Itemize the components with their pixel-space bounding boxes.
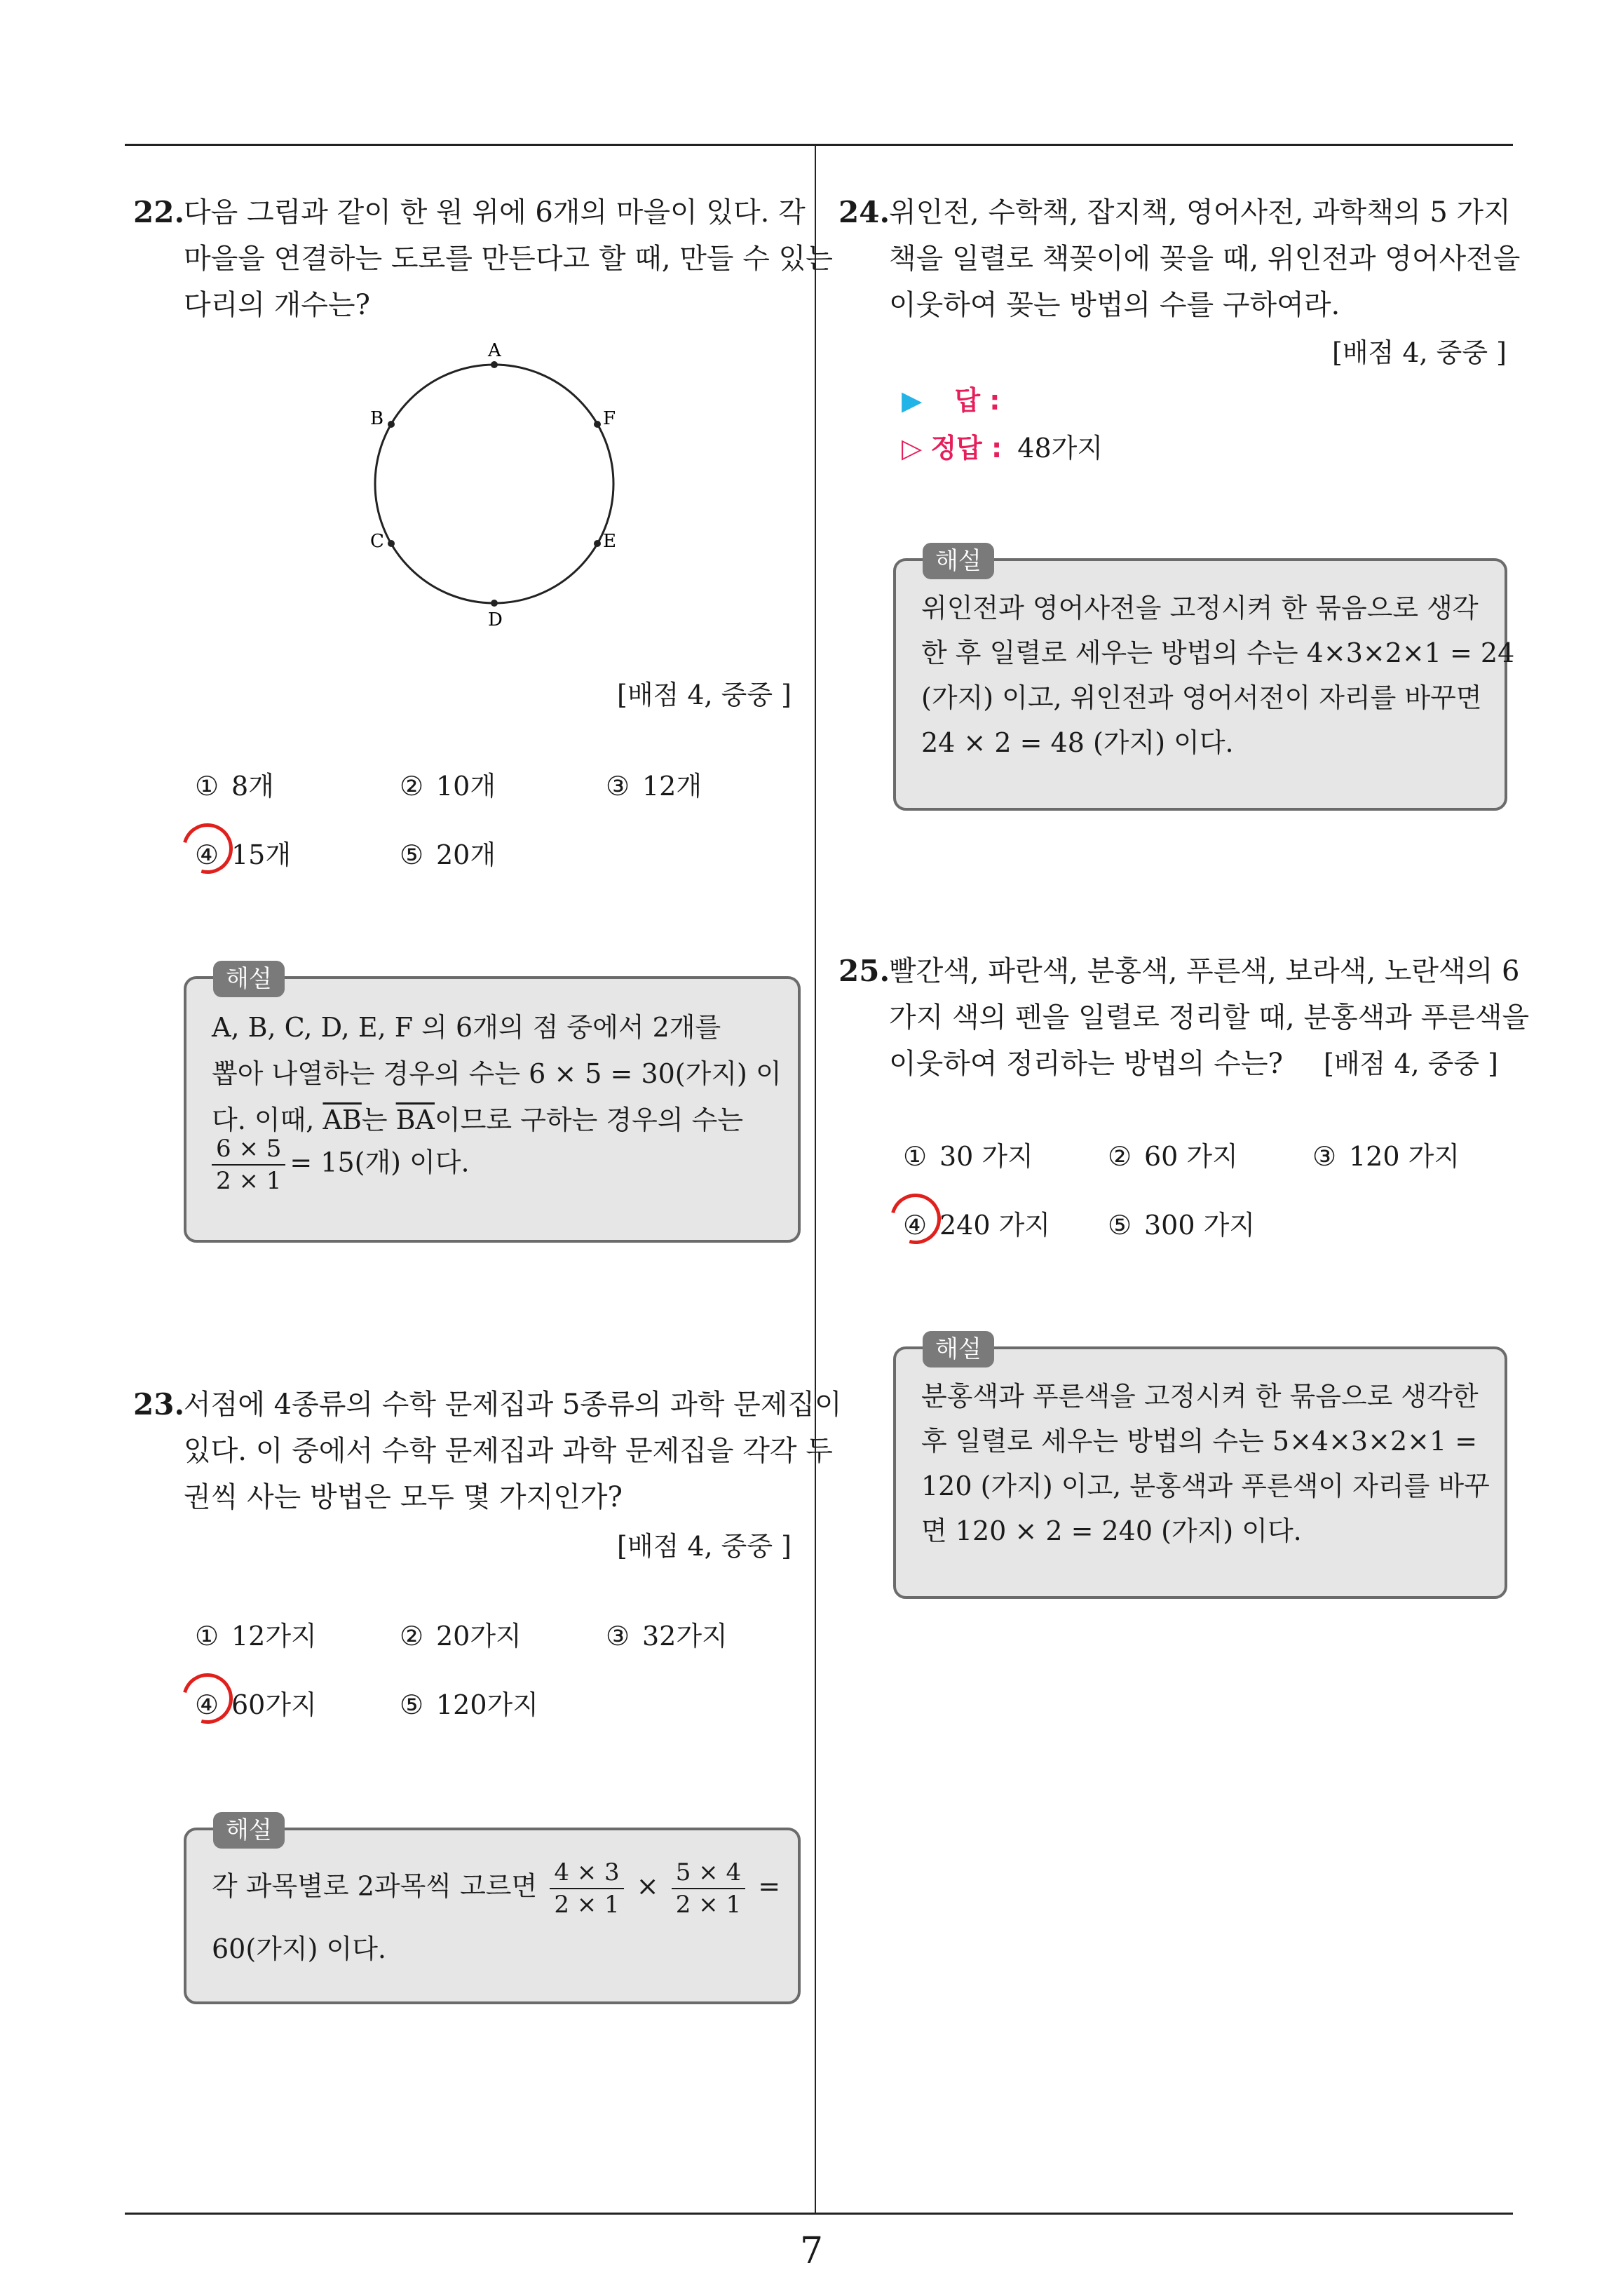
fraction-numerator: 4 × 3 [550, 1857, 623, 1889]
choice-1[interactable] [195, 764, 274, 803]
choice-5[interactable] [400, 833, 496, 872]
explanation-line [212, 1857, 780, 1920]
explanation-text: 각 과목별로 2과목씩 고르면 [212, 1870, 538, 1902]
choice-mark: ① [195, 771, 219, 802]
village-circle [375, 365, 613, 603]
correct-value: 48가지 [1017, 433, 1103, 464]
choice-text: 12가지 [231, 1621, 317, 1652]
choice-text: 60가지 [231, 1689, 317, 1720]
play-icon: ▶ [902, 385, 923, 416]
choice-3[interactable] [606, 1614, 728, 1653]
explanation-line: (가지) 이고, 위인전과 영어서전이 자리를 바꾸면 [921, 682, 1482, 713]
choice-4[interactable] [195, 833, 291, 872]
question-text-line: 서점에 4종류의 수학 문제집과 5종류의 과학 문제집이 [184, 1389, 842, 1421]
explanation-line [208, 1133, 470, 1196]
choice-5[interactable] [400, 1683, 538, 1722]
choice-mark: ④ [195, 839, 219, 870]
choice-mark: ⑤ [1108, 1210, 1132, 1241]
explanation-box [184, 1816, 801, 2004]
choice-mark: ③ [1312, 1141, 1337, 1172]
question-text-line: 가지 색의 펜을 일렬로 정리할 때, 분홍색과 푸른색을 [889, 1001, 1530, 1034]
label-a: A [488, 340, 501, 361]
label-c: C [370, 531, 384, 552]
choice-2[interactable] [400, 1614, 522, 1653]
explanation-box [184, 965, 801, 1243]
question-text-line: 다리의 개수는? [184, 289, 370, 321]
explanation-line: 60(가지) 이다. [212, 1933, 386, 1964]
explanation-text: 는 [361, 1105, 396, 1135]
choice-text: 20개 [436, 839, 496, 870]
question-text-line: 빨간색, 파란색, 분홍색, 푸른색, 보라색, 노란색의 6 [889, 955, 1520, 987]
choice-3[interactable] [1312, 1135, 1460, 1173]
choice-mark: ② [400, 771, 424, 802]
segment-ab: $\overline{AB}$ [322, 1105, 362, 1135]
choice-3[interactable] [606, 764, 702, 803]
label-b: B [370, 408, 384, 429]
question-number: 25. [838, 954, 890, 988]
question-text-line: 다음 그림과 같이 한 원 위에 6개의 마을이 있다. 각 [184, 196, 806, 229]
circle-diagram [365, 337, 631, 631]
fraction [212, 1133, 285, 1196]
point-e [594, 540, 601, 547]
answer-prompt [902, 379, 1000, 417]
explanation-line: 뽑아 나열하는 경우의 수는 6 × 5 = 30(가지) 이 [212, 1058, 782, 1089]
explanation-line [212, 1098, 743, 1137]
choice-text: 30 가지 [939, 1141, 1033, 1172]
explanation-label: 해설 [213, 1812, 285, 1849]
fraction-denominator: 2 × 1 [554, 1891, 620, 1919]
explanation-line: 면 120 × 2 = 240 (가지) 이다. [921, 1515, 1302, 1546]
fraction [672, 1857, 745, 1920]
choice-text: 15개 [231, 839, 292, 870]
choice-5[interactable] [1108, 1203, 1255, 1242]
score-label: [배점 4, 중중 ] [617, 1531, 792, 1562]
label-f: F [603, 408, 616, 429]
question-text-line: 이웃하여 꽂는 방법의 수를 구하여라. [889, 289, 1340, 321]
question-number: 23. [133, 1387, 185, 1422]
top-rule [125, 144, 1513, 146]
fraction-denominator: 2 × 1 [216, 1167, 282, 1195]
explanation-line: 분홍색과 푸른색을 고정시켜 한 묶음으로 생각한 [921, 1381, 1479, 1412]
question-text-line: 이웃하여 정리하는 방법의 수는? [889, 1048, 1283, 1080]
column-divider [815, 144, 816, 2214]
operator: = [758, 1870, 781, 1902]
correct-answer [902, 426, 1103, 465]
question-text-line: 있다. 이 중에서 수학 문제집과 과학 문제집을 각각 두 [184, 1435, 833, 1467]
fraction [550, 1857, 623, 1920]
choice-1[interactable] [903, 1135, 1033, 1173]
explanation-box [893, 1335, 1507, 1599]
choice-mark: ④ [903, 1210, 928, 1241]
choice-text: 10개 [436, 771, 496, 802]
score-label: [배점 4, 중중 ] [1332, 337, 1507, 368]
question-number: 22. [133, 195, 185, 229]
explanation-label: 해설 [213, 961, 285, 997]
choice-mark: ③ [606, 771, 630, 802]
correct-label: 정답 : [930, 433, 1003, 464]
choice-2[interactable] [400, 764, 496, 803]
choice-mark: ③ [606, 1621, 630, 1652]
choice-text: 32가지 [642, 1621, 728, 1652]
question-text-line: 위인전, 수학책, 잡지책, 영어사전, 과학책의 5 가지 [889, 196, 1511, 229]
fraction-denominator: 2 × 1 [675, 1891, 742, 1919]
choice-4[interactable] [903, 1203, 1050, 1242]
choice-mark: ④ [195, 1689, 219, 1720]
segment-ba: $\overline{BA}$ [395, 1105, 435, 1135]
point-b [388, 421, 395, 428]
fraction-numerator: 6 × 5 [212, 1133, 285, 1166]
choice-text: 60 가지 [1144, 1141, 1238, 1172]
choice-mark: ② [400, 1621, 424, 1652]
explanation-line: 24 × 2 = 48 (가지) 이다. [921, 727, 1234, 758]
explanation-line: 120 (가지) 이고, 분홍색과 푸른색이 자리를 바꾸 [921, 1471, 1490, 1501]
explanation-text: 이므로 구하는 경우의 수는 [435, 1105, 744, 1135]
point-a [491, 361, 498, 368]
question-text-line: 책을 일렬로 책꽂이에 꽂을 때, 위인전과 영어사전을 [889, 243, 1521, 275]
explanation-label: 해설 [923, 1331, 994, 1368]
choice-mark: ⑤ [400, 839, 424, 870]
score-label: [배점 4, 중중 ] [1324, 1048, 1498, 1079]
explanation-line: 한 후 일렬로 세우는 방법의 수는 4×3×2×1 = 24 [921, 637, 1515, 668]
explanation-label: 해설 [923, 543, 994, 579]
point-c [388, 540, 395, 547]
label-e: E [603, 531, 616, 552]
choice-4[interactable] [195, 1683, 317, 1722]
question-number: 24. [838, 195, 890, 229]
explanation-text: = 15(개) 이다. [290, 1147, 470, 1178]
choice-text: 20가지 [436, 1621, 522, 1652]
fraction-numerator: 5 × 4 [672, 1857, 745, 1889]
score-label: [배점 4, 중중 ] [617, 680, 792, 710]
explanation-line: 위인전과 영어사전을 고정시켜 한 묶음으로 생각 [921, 593, 1479, 623]
choice-text: 120 가지 [1349, 1141, 1460, 1172]
choice-text: 12개 [642, 771, 702, 802]
choice-2[interactable] [1108, 1135, 1238, 1173]
choice-text: 300 가지 [1144, 1210, 1256, 1241]
choice-mark: ⑤ [400, 1689, 424, 1720]
bottom-rule [125, 2213, 1513, 2215]
choice-text: 8개 [231, 771, 274, 802]
question-text-line: 마을을 연결하는 도로를 만든다고 할 때, 만들 수 있는 [184, 243, 833, 275]
point-f [594, 421, 601, 428]
operator: × [636, 1870, 659, 1902]
choice-mark: ① [195, 1621, 219, 1652]
choice-mark: ② [1108, 1141, 1132, 1172]
choice-text: 240 가지 [939, 1210, 1051, 1241]
question-text-line: 권씩 사는 방법은 모두 몇 가지인가? [184, 1481, 623, 1513]
page-number: 7 [799, 2230, 824, 2272]
choice-1[interactable] [195, 1614, 317, 1653]
explanation-line: A, B, C, D, E, F 의 6개의 점 중에서 2개를 [212, 1012, 721, 1043]
answer-label: 답 : [954, 385, 1000, 416]
triangle-outline-icon: ▷ [902, 433, 923, 464]
explanation-text: 다. 이때, [212, 1105, 323, 1135]
explanation-box [893, 547, 1515, 811]
choice-mark: ① [903, 1141, 928, 1172]
point-d [491, 600, 498, 607]
explanation-line: 후 일렬로 세우는 방법의 수는 5×4×3×2×1 = [921, 1426, 1478, 1457]
label-d: D [488, 609, 503, 630]
choice-text: 120가지 [436, 1689, 538, 1720]
